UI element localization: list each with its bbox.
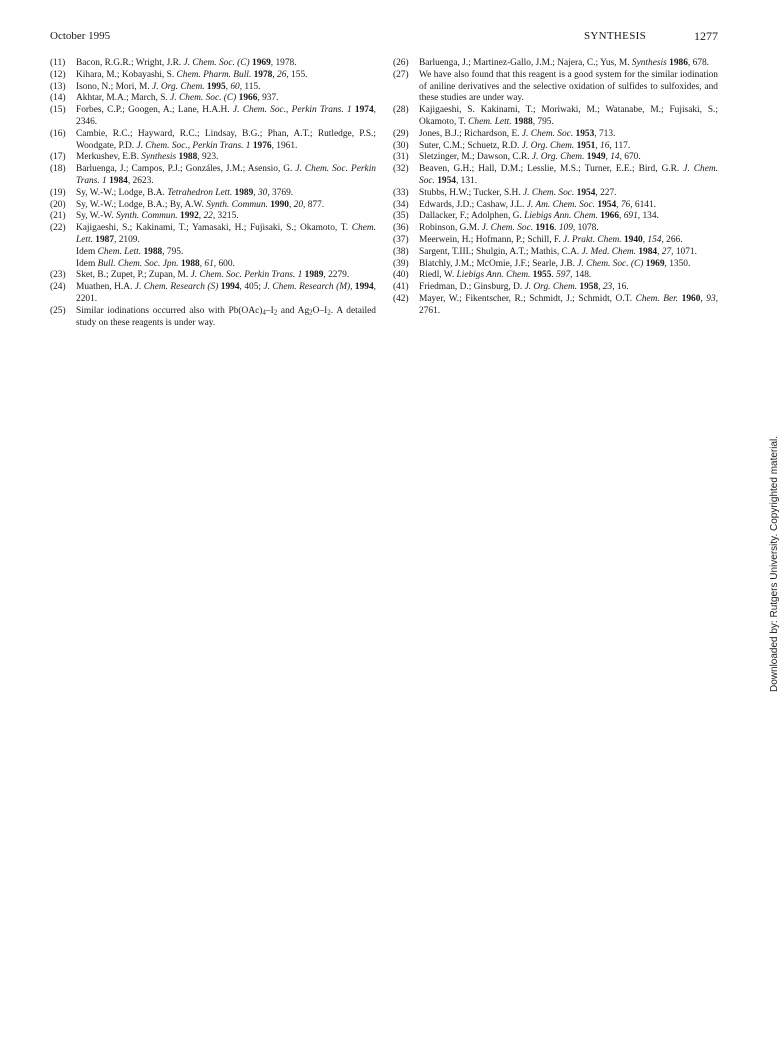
reference-text: , [199, 258, 205, 269]
journal-title: 61 [204, 258, 214, 269]
reference-number: (31) [393, 152, 409, 163]
reference-number: (12) [50, 69, 66, 80]
reference-text: Sy, W.-W.; Lodge, B.A. [76, 187, 168, 198]
journal-title: 23 [602, 282, 613, 293]
reference-text: , 405; [239, 282, 264, 293]
reference-text: , 155. [286, 69, 308, 80]
reference-item [393, 129, 718, 141]
reference-text: Edwards, J.D.; Cashaw, J.L. [419, 199, 527, 210]
reference-text: , 1961. [271, 140, 298, 151]
publication-year: 1984 [109, 175, 128, 186]
publication-year: 1955 [532, 270, 552, 281]
publication-year: 1984 [638, 246, 658, 257]
reference-text: Kajigaeshi, S.; Kakinami, T.; Yamasaki, H.; Fujisaki, S.; Okamoto, T. [76, 223, 352, 234]
reference-text: , [595, 140, 601, 151]
reference-text: , 678. [687, 58, 709, 68]
reference-text: Dallacker, F.; Adolphen, G. [419, 211, 525, 222]
reference-number: (18) [50, 164, 66, 175]
journal-title: 109 [558, 223, 573, 234]
reference-number: (14) [50, 93, 66, 104]
publication-year: 1988 [180, 258, 200, 269]
reference-item [50, 200, 376, 212]
journal-title: J. Chem. Soc. (C) [577, 258, 644, 269]
reference-text: , 923. [197, 152, 219, 163]
reference-text: Robinson, G.M. [419, 223, 482, 234]
journal-title: J. Org. Chem. [521, 140, 575, 151]
reference-text: , [605, 152, 611, 163]
reference-text: , 2201. [76, 282, 377, 304]
reference-item [393, 235, 718, 247]
reference-text: , 1978. [270, 58, 297, 68]
journal-title: 60 [230, 81, 240, 92]
reference-text: Cambie, R.C.; Hayward, R.C.; Lindsay, B.G.; Phan, A.T.; Rutledge, P.S.; Woodgate, P.D. [76, 128, 376, 151]
reference-text: , 115. [239, 81, 261, 92]
reference-item [50, 188, 376, 200]
publication-year: 1989 [234, 187, 254, 198]
reference-item [50, 152, 376, 164]
page-number: 1277 [694, 29, 718, 43]
journal-title: Chem. Lett. [468, 116, 512, 127]
journal-title: Chem. Ber. [635, 293, 679, 304]
reference-number: (30) [393, 140, 409, 151]
publication-year: 1954 [437, 175, 456, 186]
reference-number: (41) [393, 282, 409, 293]
page-header [50, 30, 718, 46]
journal-title: Chem. Pharm. Bull. [176, 69, 252, 80]
reference-item [393, 70, 718, 105]
journal-name: SYNTHESIS [584, 30, 646, 42]
journal-title: J. Chem. Research (M) [263, 282, 351, 293]
reference-text: , [350, 282, 355, 293]
reference-item [50, 223, 376, 270]
journal-title: Chem. Lett. [76, 223, 376, 245]
reference-text: . [551, 270, 557, 281]
journal-title: 22 [203, 211, 213, 222]
reference-text: Kajigaeshi, S. Kakinami, T.; Moriwaki, M.; Watanabe, M.; Fujisaki, S.; Okamoto, T. [419, 105, 718, 127]
journal-title: J. Am. Chem. Soc. [526, 199, 596, 210]
download-notice: Downloaded by: Rutgers University. Copyrighted material. [769, 435, 780, 692]
reference-number: (28) [393, 105, 409, 116]
reference-item [393, 58, 718, 70]
reference-text: , [598, 282, 603, 293]
journal-title: Synthesis [631, 58, 667, 68]
journal-title: J. Org. Chem. [152, 81, 205, 92]
reference-text: , 2623. [127, 175, 154, 186]
reference-text: , 877. [303, 199, 325, 210]
publication-year: 1960 [681, 293, 701, 304]
reference-text: , 2109. [114, 234, 140, 245]
reference-text: Jones, B.J.; Richardson, E. [419, 128, 522, 139]
reference-text: . [554, 223, 559, 234]
reference-number: (20) [50, 199, 66, 210]
reference-item [50, 129, 376, 153]
publication-year: 1954 [597, 199, 617, 210]
subscript: 2 [309, 308, 313, 317]
journal-title: Synth. Commun. [206, 199, 268, 210]
reference-text: –I [265, 305, 274, 316]
references-left-column [50, 58, 376, 329]
publication-year: 1966 [600, 211, 619, 222]
journal-title: Liebigs Ann. Chem. [524, 211, 598, 222]
reference-item [393, 247, 718, 259]
reference-number: (42) [393, 293, 409, 304]
journal-title: J. Chem. Soc. Perkin Trans. 1 [190, 270, 303, 281]
reference-text: , [616, 199, 621, 210]
journal-title: 26 [277, 69, 287, 80]
reference-text: Mayer, W.; Fikentscher, R.; Schmidt, J.; Schmidt, O.T. [419, 293, 636, 304]
journal-title: J. Med. Chem. [581, 246, 637, 257]
reference-text: We have also found that this reagent is a good system for the similar iodination of aniline derivatives and the selective oxidation of sulfides to sulfoxides, and these studies are under way. [419, 69, 718, 104]
publication-year: 1988 [513, 116, 533, 127]
journal-title: J. Chem. Soc. (C) [183, 58, 250, 68]
reference-text: Similar iodinations occurred also with Pb(OAc) [76, 305, 263, 316]
reference-text: , 1071. [671, 246, 697, 257]
journal-title: Synth. Commun. [115, 211, 178, 222]
reference-number: (17) [50, 152, 66, 163]
reference-text: Meerwein, H.; Hofmann, P.; Schill, F. [419, 234, 564, 245]
publication-year: 1951 [576, 140, 596, 151]
journal-title: J. Org. Chem. [531, 152, 585, 163]
reference-text: , 2761. [419, 293, 719, 316]
reference-text: Sy, W.-W. [76, 211, 116, 222]
journal-title: 691 [623, 211, 638, 222]
references-right-column [393, 58, 718, 318]
reference-text: Sargent, T.III.; Shulgin, A.T.; Mathis, C.A. [419, 246, 582, 257]
reference-text: Barluenga, J.; Martinez-Gallo, J.M.; Najera, C.; Yus, M. [419, 58, 632, 68]
journal-title: Liebigs Ann. Chem. [456, 270, 531, 281]
journal-title: 76 [620, 199, 631, 210]
reference-item [50, 306, 376, 330]
reference-item [393, 282, 718, 294]
reference-text: Forbes, C.P.; Googen, A.; Lane, H.A.H. [76, 105, 233, 116]
reference-text: O–I [312, 305, 328, 316]
journal-title: 14 [610, 152, 620, 163]
reference-text: and Ag [277, 305, 310, 316]
reference-text: , 3215. [212, 211, 239, 222]
reference-item [393, 152, 718, 164]
reference-text: , [619, 211, 624, 222]
reference-text: Sletzinger, M.; Dawson, C.R. [419, 152, 532, 163]
publication-year: 1992 [180, 211, 199, 222]
publication-year: 1976 [252, 140, 272, 151]
reference-number: (33) [393, 187, 409, 198]
publication-year: 1989 [304, 270, 324, 281]
reference-text: , 134. [637, 211, 659, 222]
reference-text: , 16. [612, 282, 629, 293]
reference-item [50, 282, 376, 306]
reference-text: , 227. [595, 187, 617, 198]
publication-year: 1940 [623, 234, 643, 245]
reference-text: , 148. [570, 270, 592, 281]
reference-number: (39) [393, 258, 409, 269]
reference-text: , [700, 293, 707, 304]
reference-number: (27) [393, 69, 409, 80]
reference-text: , 117. [609, 140, 631, 151]
publication-year: 1949 [586, 152, 606, 163]
reference-text: , [288, 199, 294, 210]
reference-text: , 6141. [630, 199, 656, 210]
reference-number: (26) [393, 58, 409, 68]
publication-year: 1954 [576, 187, 596, 198]
publication-year: 1995 [206, 81, 226, 92]
reference-text: Suter, C.M.; Schuetz, R.D. [419, 140, 522, 151]
publication-year: 1994 [220, 282, 240, 293]
reference-text: Idem [76, 246, 98, 257]
reference-item [50, 164, 376, 188]
journal-title: Chem. Lett. [97, 246, 142, 257]
reference-item [393, 164, 718, 188]
reference-text: Isono, N.; Mori, M. [76, 81, 153, 92]
reference-item [393, 223, 718, 235]
journal-title: J. Chem. Soc. (C) [170, 93, 237, 104]
reference-text: Sket, B.; Zupet, P.; Zupan, M. [76, 270, 191, 281]
subscript: 4 [262, 308, 266, 317]
reference-text: , 1350. [664, 258, 691, 269]
reference-text: Barluenga, J.; Campos, P.J.; Gonzáles, J.M.; Asensio, G. [76, 164, 296, 175]
issue-date: October 1995 [50, 30, 111, 42]
reference-text: , [253, 187, 258, 198]
reference-number: (36) [393, 223, 409, 234]
journal-title: 27 [661, 246, 672, 257]
journal-title: Synthesis [141, 152, 177, 163]
reference-item [393, 294, 718, 318]
journal-title: J. Chem. Soc. [481, 223, 534, 234]
reference-item [50, 58, 376, 70]
reference-item [50, 211, 376, 223]
reference-text: , 131. [455, 175, 478, 186]
publication-year: 1958 [579, 282, 599, 293]
reference-item [393, 188, 718, 200]
subscript: 2 [327, 308, 331, 317]
reference-text: Idem [76, 258, 98, 269]
journal-title: J. Chem. Soc. [522, 187, 575, 198]
journal-title: J. Chem. Soc. [521, 128, 574, 139]
reference-number: (40) [393, 270, 409, 281]
reference-item [393, 270, 718, 282]
reference-text: , 266. [661, 234, 683, 245]
reference-text: , 795. [162, 246, 184, 257]
journal-title: 20 [293, 199, 304, 210]
publication-year: 1986 [669, 58, 688, 68]
reference-item [50, 70, 376, 82]
journal-title: 93 [706, 293, 716, 304]
publication-year: 1966 [238, 93, 258, 104]
reference-item [50, 93, 376, 105]
reference-text: , [225, 81, 231, 92]
reference-item [393, 211, 718, 223]
reference-text: , 3769. [267, 187, 294, 198]
publication-year: 1974 [354, 105, 374, 116]
journal-title: 30 [257, 187, 268, 198]
reference-item [50, 82, 376, 94]
journal-title: J. Org. Chem. [524, 282, 578, 293]
reference-text: Merkushev, E.B. [76, 152, 142, 163]
reference-text: , [198, 211, 204, 222]
reference-text: , 600. [213, 258, 235, 269]
reference-text: Stubbs, H.W.; Tucker, S.H. [419, 187, 523, 198]
publication-year: 1987 [95, 234, 115, 245]
download-watermark [769, 392, 781, 692]
reference-text: , [657, 246, 662, 257]
journal-title: Tetrahedron Lett. [167, 187, 233, 198]
publication-year: 1994 [354, 282, 374, 293]
reference-text: , 670. [619, 152, 641, 163]
journal-title: J. Chem. Soc. Perkin Trans. 1 [76, 164, 376, 186]
reference-item [393, 141, 718, 153]
reference-number: (37) [393, 234, 409, 245]
reference-number: (32) [393, 164, 409, 175]
journal-title: 597 [556, 270, 571, 281]
reference-text: Muathen, H.A. [76, 282, 135, 293]
reference-item [393, 200, 718, 212]
reference-text: , 713. [594, 128, 616, 139]
reference-text: Riedl, W. [419, 270, 457, 281]
reference-text: Akhtar, M.A.; March, S. [76, 93, 171, 104]
reference-number: (34) [393, 199, 409, 210]
reference-text: , 937. [257, 93, 279, 104]
reference-text: , 1078. [572, 223, 599, 234]
journal-title: J. Chem. Research (S) [134, 282, 219, 293]
reference-text: Blatchly, J.M.; McOmie, J.F.; Searle, J.B. [419, 258, 578, 269]
reference-text: Sy, W.-W.; Lodge, B.A.; By, A.W. [76, 199, 207, 210]
reference-number: (29) [393, 128, 409, 139]
reference-text: , 795. [532, 116, 554, 127]
reference-number: (15) [50, 105, 66, 116]
reference-number: (25) [50, 305, 66, 316]
reference-number: (38) [393, 246, 409, 257]
journal-title: Bull. Chem. Soc. Jpn. [97, 258, 179, 269]
reference-text: Beaven, G.H.; Hall, D.M.; Lesslie, M.S.; Turner, E.E.; Bird, G.R. [419, 164, 684, 175]
reference-item [50, 270, 376, 282]
reference-text: Friedman, D.; Ginsburg, D. [419, 282, 525, 293]
reference-number: (11) [50, 58, 66, 68]
reference-item [50, 105, 376, 129]
publication-year: 1988 [178, 152, 198, 163]
reference-number: (22) [50, 223, 66, 234]
reference-number: (19) [50, 187, 66, 198]
reference-text: , [642, 234, 648, 245]
reference-number: (13) [50, 81, 66, 92]
subscript: 2 [273, 308, 278, 317]
reference-number: (16) [50, 128, 66, 139]
publication-year: 1916 [535, 223, 555, 234]
reference-text: . A detailed study on these reagents is under way. [76, 305, 376, 328]
reference-number: (21) [50, 211, 66, 222]
reference-number: (24) [50, 282, 66, 293]
publication-year: 1988 [143, 246, 163, 257]
reference-text: , 2279. [323, 270, 350, 281]
journal-title: J. Chem. Soc., Perkin Trans. 1 [136, 140, 251, 151]
publication-year: 1969 [252, 58, 271, 68]
reference-text: Kihara, M.; Kobayashi, S. [76, 69, 177, 80]
journal-title: J. Chem. Soc., Perkin Trans. 1 [232, 105, 352, 116]
publication-year: 1978 [253, 69, 273, 80]
journal-title: 154 [647, 234, 662, 245]
journal-title: 16 [600, 140, 610, 151]
reference-text: , 2346. [76, 105, 377, 127]
publication-year: 1953 [575, 128, 595, 139]
reference-item [393, 259, 718, 271]
reference-text: , [272, 69, 278, 80]
reference-item [393, 105, 718, 129]
journal-title: J. Chem. Soc. [419, 164, 718, 186]
journal-title: J. Prakt. Chem. [563, 234, 622, 245]
publication-year: 1969 [645, 258, 665, 269]
reference-number: (35) [393, 211, 409, 222]
publication-year: 1990 [270, 199, 289, 210]
reference-text: Bacon, R.G.R.; Wright, J.R. [76, 58, 184, 68]
reference-number: (23) [50, 270, 66, 281]
